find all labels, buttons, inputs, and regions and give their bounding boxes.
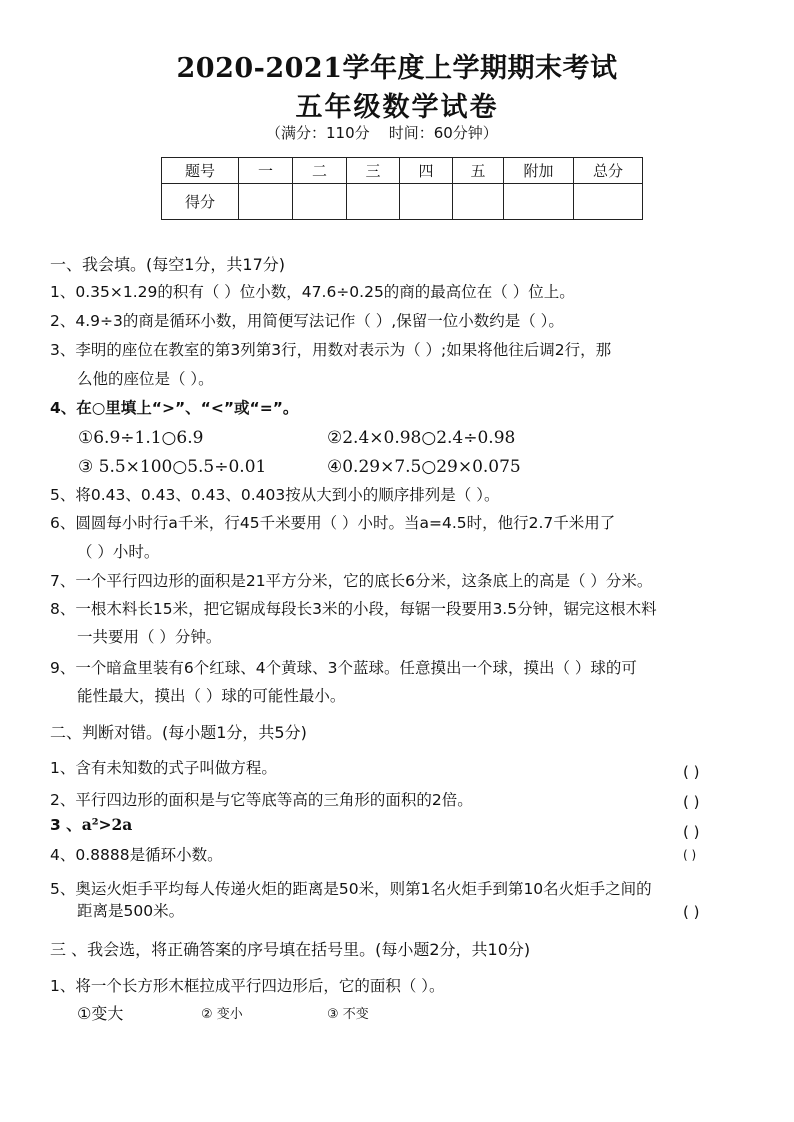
score-row-label: 得分 [162, 184, 239, 220]
answer-paren[interactable]: ( ) [683, 903, 700, 921]
compare-item-1: ①6.9÷1.1○6.9 [78, 428, 204, 448]
section-2-heading: 二、判断对错。(每小题1分，共5分) [50, 723, 307, 742]
question-1-9: 9、一个暗盒里装有6个红球、4个黄球、3个蓝球。任意摸出一个球，摸出（ ）球的可 [50, 659, 637, 677]
score-table-header-row [162, 158, 643, 184]
question-2-5-cont: 距离是500米。 [77, 902, 185, 920]
question-1-1: 1、0.35×1.29的积有（ ）位小数，47.6÷0.25的商的最高位在（ ）位上。 [50, 283, 575, 301]
section-3-heading: 三 、我会选，将正确答案的序号填在括号里。(每小题2分，共10分) [50, 940, 531, 959]
score-header-cell: 三 [347, 158, 400, 184]
score-header-cell: 四 [400, 158, 453, 184]
option-3[interactable]: ③ 不变 [327, 1007, 369, 1022]
score-header-cell: 总分 [574, 158, 643, 184]
question-1-8: 8、一根木料长15米，把它锯成每段长3米的小段，每锯一段要用3.5分钟，锯完这根木料 [50, 600, 657, 618]
question-1-3-cont: 么他的座位是（ ）。 [77, 370, 214, 388]
score-cell[interactable] [453, 184, 504, 220]
answer-paren[interactable]: ( ) [683, 823, 700, 841]
score-table [161, 157, 643, 220]
question-1-6-cont: （ ）小时。 [77, 543, 160, 561]
question-2-2: 2、平行四边形的面积是与它等底等高的三角形的面积的2倍。 [50, 791, 473, 809]
score-header-cell: 一 [239, 158, 293, 184]
option-2[interactable]: ② 变小 [201, 1007, 243, 1022]
score-cell[interactable] [347, 184, 400, 220]
option-1[interactable]: ①变大 [77, 1004, 124, 1023]
question-1-6: 6、圆圆每小时行a千米，行45千米要用（ ）小时。当a=4.5时，他行2.7千米用了 [50, 514, 616, 532]
question-3-1: 1、将一个长方形木框拉成平行四边形后，它的面积（ ）。 [50, 977, 445, 995]
score-cell[interactable] [574, 184, 643, 220]
exam-subtitle: 五年级数学试卷 [295, 92, 499, 123]
score-cell[interactable] [504, 184, 574, 220]
score-header-cell: 附加 [504, 158, 574, 184]
math-expression: a²>2a [81, 815, 133, 834]
question-2-1: 1、含有未知数的式子叫做方程。 [50, 759, 277, 777]
question-2-3 [50, 815, 132, 835]
score-header-cell: 题号 [162, 158, 239, 184]
question-2-4: 4、0.8888是循环小数。 [50, 846, 223, 864]
question-1-5: 5、将0.43、0.43、0.43、0.403按从大到小的顺序排列是（ ）。 [50, 486, 500, 504]
score-header-cell: 五 [453, 158, 504, 184]
answer-paren[interactable]: ( ) [683, 848, 697, 862]
question-1-8-cont: 一共要用（ ）分钟。 [77, 628, 222, 646]
compare-item-4: ④0.29×7.5○29×0.075 [327, 457, 521, 477]
exam-meta: （满分：110分 时间：60分钟） [266, 124, 498, 142]
score-header-cell: 二 [293, 158, 347, 184]
answer-paren[interactable]: ( ) [683, 763, 700, 781]
answer-paren[interactable]: ( ) [683, 793, 700, 811]
score-cell[interactable] [239, 184, 293, 220]
score-table-score-row [162, 184, 643, 220]
score-cell[interactable] [400, 184, 453, 220]
question-1-4: 4、在○里填上“>”、“<”或“=”。 [50, 399, 299, 417]
compare-item-3: ③ 5.5×100○5.5÷0.01 [78, 457, 267, 477]
exam-title: 2020-2021学年度上学期期末考试 [176, 53, 618, 84]
score-cell[interactable] [293, 184, 347, 220]
section-1-heading: 一、我会填。(每空1分，共17分) [50, 255, 286, 274]
question-1-7: 7、一个平行四边形的面积是21平方分米，它的底长6分米，这条底上的高是（ ）分米。 [50, 572, 653, 590]
question-1-3: 3、李明的座位在教室的第3列第3行，用数对表示为（ ）;如果将他往后调2行，那 [50, 341, 612, 359]
question-number: 3 、 [50, 816, 82, 834]
compare-item-2: ②2.4×0.98○2.4÷0.98 [327, 428, 516, 448]
question-2-5: 5、奥运火炬手平均每人传递火炬的距离是50米，则第1名火炬手到第10名火炬手之间的 [50, 880, 652, 898]
question-1-9-cont: 能性最大，摸出（ ）球的可能性最小。 [77, 687, 346, 705]
question-1-2: 2、4.9÷3的商是循环小数，用简便写法记作（ ）,保留一位小数约是（ ）。 [50, 312, 564, 330]
